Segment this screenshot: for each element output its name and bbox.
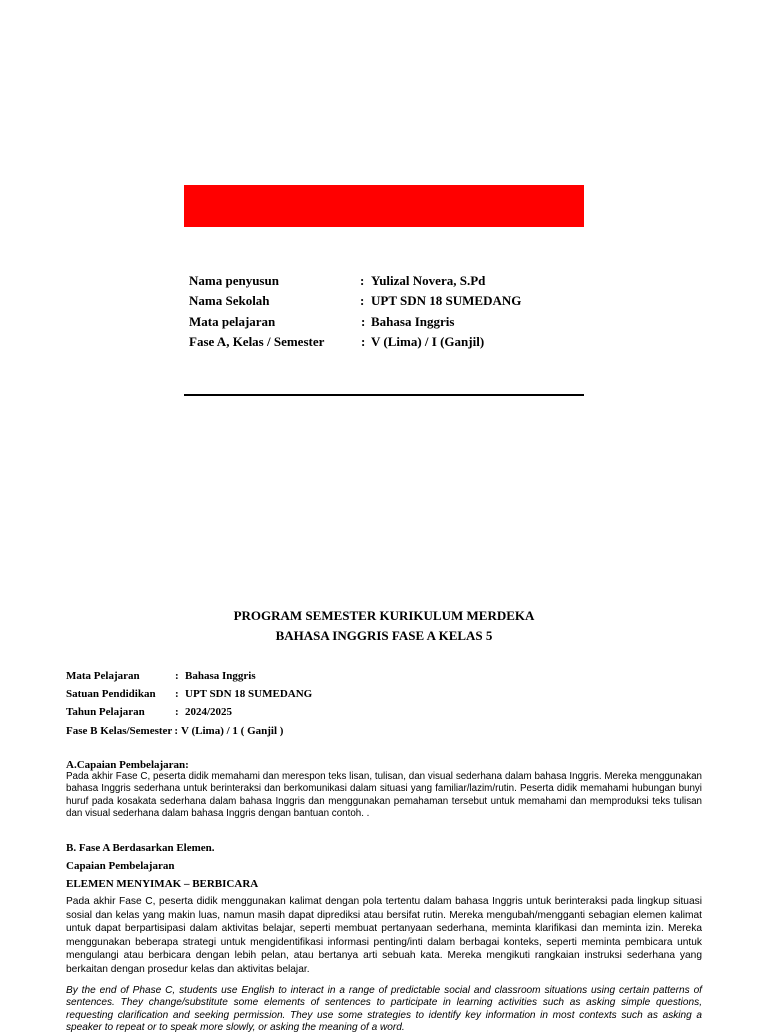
meta-label: Satuan Pendidikan [66,688,156,701]
meta-row-subject [66,668,283,686]
meta-value: 2024/2025 [185,706,233,719]
meta-label: Mata Pelajaran [66,670,140,682]
meta-value: V (Lima) / 1 ( Ganjil ) [180,724,284,737]
cover-label: Nama penyusun [189,273,279,288]
cover-value: Bahasa Inggris [371,313,455,329]
section-a-paragraph: Pada akhir Fase C, peserta didik memahami dan merespon teks lisan, tulisan, dan visual sederhana dalam bahasa Inggris. Mereka menggunakan bahasa Inggris sederhana untuk berinteraksi dan berkomunikasi dalam situasi yang familiar/lazim/rutin. Peserta didik memahami hubungan bunyi huruf pada kosakata sederhana dalam bahasa Inggris dan menggunakan pemahaman tersebut untuk memahami dan memproduksi teks tulisan dan visual sederhana dalam bahasa Inggris dengan bantuan contoh. . [66,771,702,820]
meta-label: Fase B Kelas/Semester [66,724,173,737]
cover-separator: : [360,293,365,309]
meta-value: Bahasa Inggris [185,670,256,682]
cover-separator: : [361,333,366,349]
section-a-heading: A.Capaian Pembelajaran: [66,759,189,771]
cover-value: V (Lima) / I (Ganjil) [371,333,485,349]
meta-separator: : [175,706,179,719]
cover-separator: : [360,273,365,288]
element-paragraph-id: Pada akhir Fase C, peserta didik menggunakan kalimat dengan pola tertentu dalam bahasa Inggris untuk berinteraksi pada lingkup situasi sosial dan kelas yang makin luas, namun masih dapat diprediksi atau bersifat rutin. Mereka mengubah/mengganti sebagian elemen kalimat untuk dapat berpartisipasi dalam aktivitas belajar, seperti membuat pertanyaan sederhana, meminta klarifikasi dan meminta izin. Mereka menggunakan beberapa strategi untuk mengidentifikasi informasi penting/inti dalam berbagai konteks, seperti meminta pembicara untuk mengulangi atau berbicara dengan lebih pelan, atau bertanya arti sebuah kata. Mereka mengikuti rangkaian instruksi sederhana yang berkaitan dengan prosedur kelas dan aktivitas belajar. [66,896,702,975]
document-title: PROGRAM SEMESTER KURIKULUM MERDEKA [233,608,535,623]
cover-banner [184,185,584,227]
meta-info [66,668,313,741]
element-paragraph-en: By the end of Phase C, students use English to interact in a range of predictable social and classroom situations using certain patterns of sentences. They change/substitute some elements of sentences to participate in learning activities such as asking simple questions, requesting clarification and seeking permission. They use some strategies to identify key information in most contexts such as asking a speaker to repeat or to speak more slowly, or asking the meaning of a word. [66,985,702,1034]
meta-row-year [66,704,283,722]
meta-value: UPT SDN 18 SUMEDANG [185,688,313,701]
meta-row-phase [66,723,283,741]
meta-label: Tahun Pelajaran [66,706,145,719]
cover-label: Nama Sekolah [189,293,270,309]
meta-separator: : [175,688,179,701]
cover-value: Yulizal Novera, S.Pd [371,273,486,288]
section-b-subheading: Capaian Pembelajaran [66,860,175,872]
section-b-heading: B. Fase A Berdasarkan Elemen. [66,842,215,854]
cover-value: UPT SDN 18 SUMEDANG [371,293,522,309]
cover-label: Fase A, Kelas / Semester [189,333,325,349]
meta-separator: : [175,670,179,682]
cover-separator: : [361,313,366,329]
meta-row-school [66,686,313,704]
element-heading: ELEMEN MENYIMAK – BERBICARA [66,878,259,890]
cover-divider [184,394,584,396]
meta-separator: : [174,724,178,737]
document-subtitle: BAHASA INGGRIS FASE A KELAS 5 [275,628,493,643]
cover-label: Mata pelajaran [189,313,276,329]
